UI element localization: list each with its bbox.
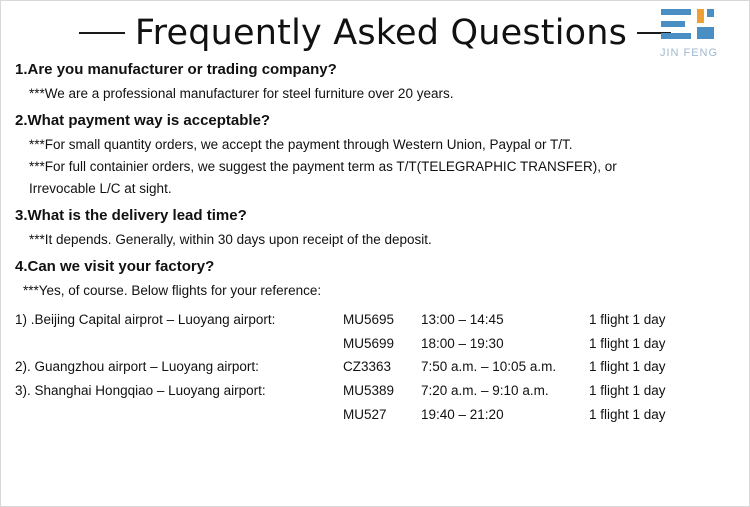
flight-code: MU5699 [343,335,395,351]
flight-time: 7:20 a.m. – 9:10 a.m. [421,382,549,398]
table-row [15,333,729,357]
logo-text: JIN FENG [659,47,719,59]
table-row [15,309,729,333]
flights-table [15,309,729,427]
faq-question: 2.What payment way is acceptable? [15,111,271,129]
flight-route: 1) .Beijing Capital airprot – Luoyang airport: [15,312,276,328]
jin-feng-logo-icon [659,7,717,45]
table-row [15,380,729,404]
flight-route: 2). Guangzhou airport – Luoyang airport: [15,359,259,375]
flight-route [15,333,343,357]
flight-code: CZ3363 [343,359,392,375]
title-wrap [79,12,671,53]
faq-item-1 [15,61,737,103]
flight-route: 3). Shanghai Hongqiao – Luoyang airport: [15,382,266,398]
title-rule-left [79,32,125,34]
faq-answer: ***We are a professional manufacturer for steel furniture over 20 years. [29,85,454,101]
flight-code: MU5389 [343,382,395,398]
table-row [15,404,729,428]
flight-frequency: 1 flight 1 day [589,382,666,398]
flight-code: MU527 [343,406,387,422]
flight-route [15,404,343,428]
faq-question: 4.Can we visit your factory? [15,258,215,276]
faq-answer: ***For small quantity orders, we accept the payment through Western Union, Paypal or T/T. [29,136,573,152]
flight-frequency: 1 flight 1 day [589,312,666,328]
faq-question: 3.What is the delivery lead time? [15,207,247,225]
faq-answer: ***For full containier orders, we suggest the payment term as T/T(TELEGRAPHIC TRANSFER), or [29,158,617,174]
flight-time: 19:40 – 21:20 [421,406,504,422]
flight-code: MU5695 [343,312,395,328]
flight-frequency: 1 flight 1 day [589,335,666,351]
table-row [15,356,729,380]
flight-frequency: 1 flight 1 day [589,406,666,422]
faq-answer: ***It depends. Generally, within 30 days upon receipt of the deposit. [29,232,432,248]
faq-content [1,61,749,427]
flight-frequency: 1 flight 1 day [589,359,666,375]
faq-item-2 [15,112,737,198]
faq-answer: Irrevocable L/C at sight. [29,181,172,197]
page-title: Frequently Asked Questions [134,12,628,53]
company-logo [641,7,737,65]
flight-time: 18:00 – 19:30 [421,335,504,351]
faq-item-4 [15,258,737,300]
flight-time: 7:50 a.m. – 10:05 a.m. [421,359,557,375]
faq-question: 1.Are you manufacturer or trading company? [15,61,337,78]
page-header [1,1,749,61]
faq-answer: ***Yes, of course. Below flights for your reference: [23,283,322,299]
faq-item-3 [15,207,737,249]
flight-time: 13:00 – 14:45 [421,312,504,328]
